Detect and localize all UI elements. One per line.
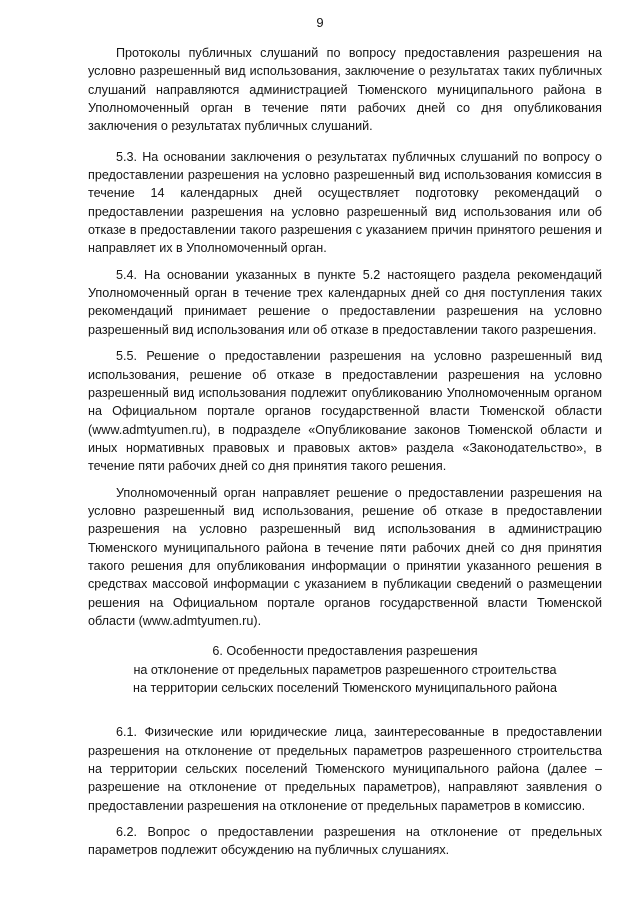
paragraph-6-1: 6.1. Физические или юридические лица, заинтересованные в предоставлении разрешения на отклонение от предельных параметров разрешенного строительства на территории сельских поселений Тюменского муниципального района (далее – разрешение на отклонение от предельных параметров), направляют заявления о предоставлении разрешения на отклонение от предельных параметров в комиссию.	[88, 725, 602, 813]
paragraph-5-4: 5.4. На основании указанных в пункте 5.2 настоящего раздела рекомендаций Уполномоченный орган в течение трех календарных дней со дня поступления таких рекомендаций принимает решение о предоставлении разрешения на условно разрешенный вид использования или об отказе в предоставлении такого разрешения.	[88, 267, 602, 337]
section-heading-line-2: на отклонение от предельных параметров разрешенного строительства	[133, 662, 557, 677]
section-6-heading	[88, 642, 602, 697]
paragraph-5-3: 5.3. На основании заключения о результатах публичных слушаний по вопросу о предоставлении разрешения на условно разрешенный вид использования комиссия в течение 14 календарных дней осуществляет подготовку рекомендаций о предоставлении разрешения на условно разрешенный вид использования или об отказе в предоставлении такого разрешения с указанием причин принятого решения и направляет их в Уполномоченный орган.	[88, 149, 602, 256]
section-heading-line-1: 6. Особенности предоставления разрешения	[212, 644, 478, 659]
paragraph-6-2: 6.2. Вопрос о предоставлении разрешения на отклонение от предельных параметров подлежит обсуждению на публичных слушаниях.	[88, 825, 602, 858]
document-body	[88, 44, 602, 868]
paragraph-protocols: Протоколы публичных слушаний по вопросу предоставления разрешения на условно разрешенный вид использования, заключение о результатах таких публичных слушаний направляются администрацией Тюменского муниципального района в Уполномоченный орган в течение пяти рабочих дней со дня опубликования заключения о результатах публичных слушаний.	[88, 46, 602, 134]
paragraph-authority-sends: Уполномоченный орган направляет решение о предоставлении разрешения на условно разрешенный вид использования, решение об отказе в предоставлении разрешения на условно разрешенный вид использования в администрацию Тюменского муниципального района в течение пяти рабочих дней со дня принятия такого решения для опубликования информации о принятии указанного решения в средствах массовой информации с указанием в публикации сведений о размещении решения на Официальном портале органов государственной власти Тюменской области (www.admtyumen.ru).	[88, 485, 602, 628]
page-number: 9	[316, 15, 324, 30]
section-heading-line-3: на территории сельских поселений Тюменского муниципального района	[132, 681, 558, 695]
paragraph-5-5: 5.5. Решение о предоставлении разрешения на условно разрешенный вид использования, решение об отказе в предоставлении разрешения на условно разрешенный вид использования подлежит опубликованию Уполномоченным органом на Официальном портале органов государственной власти Тюменской области (www.admtyumen.ru), в подразделе «Опубликование законов Тюменской области и иных нормативных правовых и правовых актов» раздела «Законодательство», в течение пяти рабочих дней со дня принятия такого решения.	[88, 349, 602, 474]
